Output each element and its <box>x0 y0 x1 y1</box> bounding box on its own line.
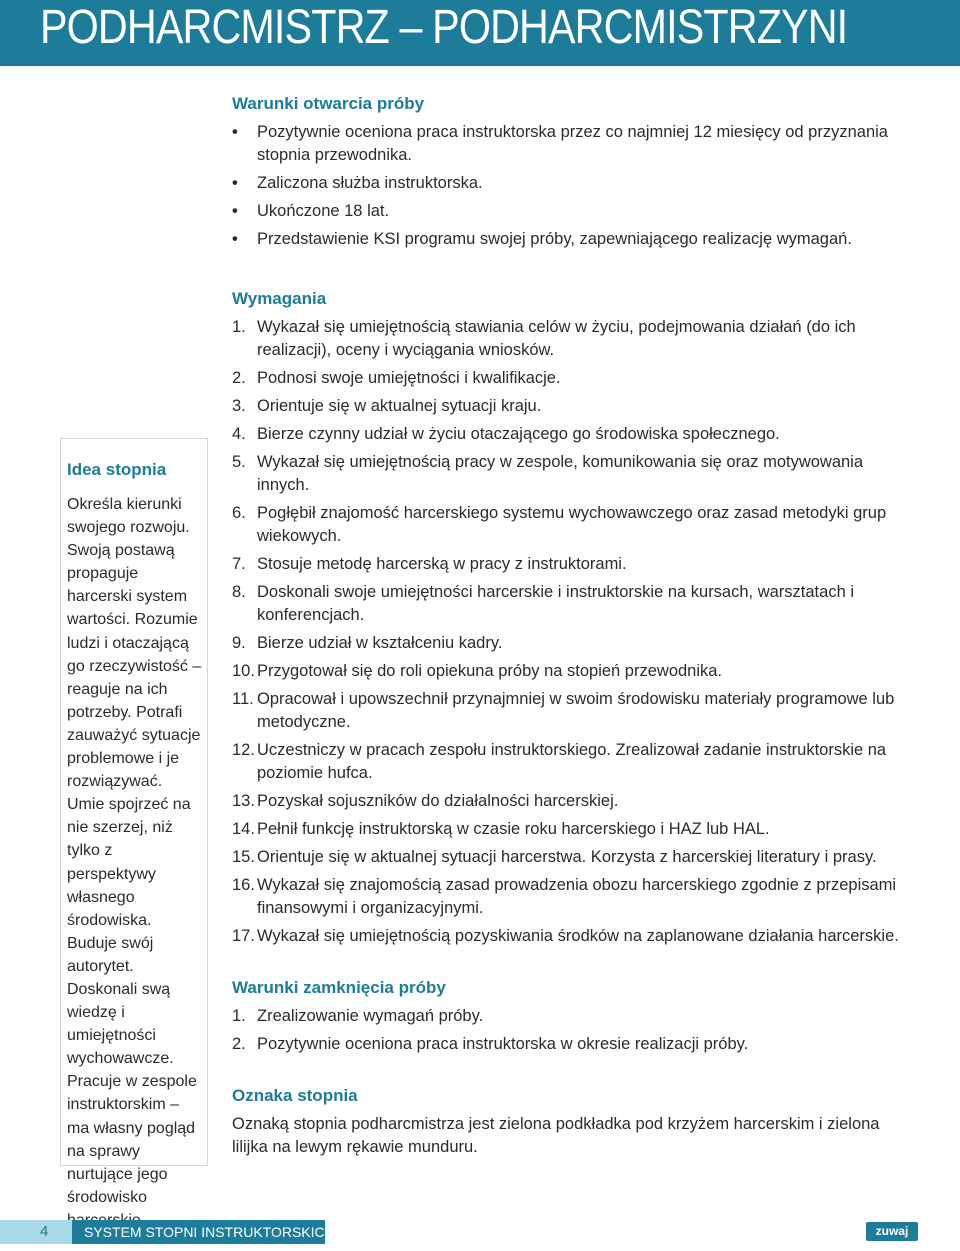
list-item <box>232 846 900 869</box>
badge-section <box>232 1084 900 1159</box>
bullet-icon: • <box>232 174 238 192</box>
list-item-number: 10. <box>232 662 255 680</box>
closing-conditions-list <box>232 1005 900 1056</box>
requirements-heading: Wymagania <box>232 289 327 308</box>
list-item-text: Przedstawienie KSI programu swojej próby, zapewniającego realizację wymagań. <box>257 230 852 248</box>
list-item <box>232 632 900 655</box>
list-item-text: Bierze udział w kształceniu kadry. <box>257 634 503 652</box>
list-item <box>232 316 900 362</box>
list-item-number: 1. <box>232 1007 246 1025</box>
list-item-text: Bierze czynny udział w życiu otaczającego go środowiska społecznego. <box>257 425 780 443</box>
idea-sidebox <box>60 438 208 1206</box>
badge-heading: Oznaka stopnia <box>232 1086 358 1105</box>
list-item <box>232 502 900 548</box>
list-item-text: Pozyskał sojuszników do działalności harcerskiej. <box>257 792 619 810</box>
list-item-text: Uczestniczy w pracach zespołu instruktorskiego. Zrealizował zadanie instruktorskie na poziomie hufca. <box>257 741 887 782</box>
list-item <box>232 660 900 683</box>
list-item-text: Wykazał się umiejętnością pracy w zespole, komunikowania się oraz motywowania innych. <box>257 453 864 494</box>
list-item-number: 17. <box>232 927 255 945</box>
list-item-number: 4. <box>232 425 246 443</box>
list-item-text: Opracował i upowszechnił przynajmniej w swoim środowisku materiały programowe lub metodyczne. <box>257 690 895 731</box>
list-item <box>232 790 900 813</box>
list-item <box>232 874 900 920</box>
list-item <box>232 121 900 167</box>
list-item <box>232 739 900 785</box>
list-item <box>232 818 900 841</box>
list-item-number: 9. <box>232 634 246 652</box>
footer-accent-bar <box>0 1220 40 1244</box>
list-item-number: 5. <box>232 453 246 471</box>
list-item <box>232 395 900 418</box>
list-item-text: Wykazał się znajomością zasad prowadzenia obozu harcerskiego zgodnie z przepisami finansowymi i organizacyjnymi. <box>257 876 897 917</box>
list-item-text: Przygotował się do roli opiekuna próby na stopień przewodnika. <box>257 662 723 680</box>
list-item-text: Doskonali swoje umiejętności harcerskie i instruktorskie na kursach, warsztatach i konferencjach. <box>257 583 854 624</box>
list-item <box>232 553 900 576</box>
list-item <box>232 367 900 390</box>
list-item <box>232 925 900 948</box>
list-item-text: Zaliczona służba instruktorska. <box>257 174 483 192</box>
list-item-number: 15. <box>232 848 255 866</box>
list-item-text: Pozytywnie oceniona praca instruktorska przez co najmniej 12 miesięcy od przyznania stopnia przewodnika. <box>257 123 888 164</box>
list-item-number: 7. <box>232 555 246 573</box>
list-item-number: 14. <box>232 820 255 838</box>
list-item-text: Wykazał się umiejętnością pozyskiwania środków na zaplanowane działania harcerskie. <box>257 927 899 945</box>
list-item-text: Zrealizowanie wymagań próby. <box>257 1007 484 1025</box>
list-item <box>232 451 900 497</box>
requirements-list <box>232 316 900 948</box>
closing-conditions-section <box>232 976 900 1056</box>
list-item-number: 3. <box>232 397 246 415</box>
list-item-number: 2. <box>232 369 246 387</box>
list-item-number: 12. <box>232 741 255 759</box>
list-item <box>232 200 900 223</box>
list-item-number: 8. <box>232 583 246 601</box>
list-item-number: 13. <box>232 792 255 810</box>
page-title: PODHARCMISTRZ – PODHARCMISTRZYNI <box>40 1 848 54</box>
list-item-number: 11. <box>232 690 254 708</box>
list-item-number: 6. <box>232 504 246 522</box>
list-item-text: Orientuje się w aktualnej sytuacji kraju. <box>257 397 542 415</box>
zuwaj-logo-icon: zuwaj <box>866 1222 918 1241</box>
list-item <box>232 688 900 734</box>
list-item-text: Stosuje metodę harcerską w pracy z instruktorami. <box>257 555 627 573</box>
list-item-text: Ukończone 18 lat. <box>257 202 390 220</box>
list-item-number: 1. <box>232 318 246 336</box>
list-item-text: Pełnił funkcję instruktorską w czasie roku harcerskiego i HAZ lub HAL. <box>257 820 770 838</box>
list-item <box>232 423 900 446</box>
list-item-number: 16. <box>232 876 255 894</box>
bullet-icon: • <box>232 123 238 141</box>
idea-text: Określa kierunki swojego rozwoju. Swoją postawą propaguje harcerski system wartości. Rozumie ludzi i otaczającą go rzeczywistość – reaguje na ich potrzeby. Potrafi zauważyć sytuacje problemowe i je rozwiązywać. Umie spojrzeć na nie szerzej, niż tylko z perspektywy własnego środowiska. Buduje swój autorytet. Doskonali swą wiedzę i umiejętności wychowawcze. Pracuje w zespole instruktorskim – ma własny pogląd na sprawy nurtujące jego środowisko <box>67 496 202 1206</box>
list-item <box>232 172 900 195</box>
list-item <box>232 1033 900 1056</box>
header-bar <box>0 0 960 66</box>
list-item-text: Orientuje się w aktualnej sytuacji harcerstwa. Korzysta z harcerskiej literatury i prasy. <box>257 848 877 866</box>
list-item-text: Podnosi swoje umiejętności i kwalifikacje. <box>257 369 561 387</box>
list-item <box>232 581 900 627</box>
list-item-text: Wykazał się umiejętnością stawiania celów w życiu, podejmowania działań (do ich realizacji), oceny i wyciągania wniosków. <box>257 318 856 359</box>
list-item-text: Pogłębił znajomość harcerskiego systemu wychowawczego oraz zasad metodyki grup wiekowych. <box>257 504 887 545</box>
list-item-text: Pozytywnie oceniona praca instruktorska w okresie realizacji próby. <box>257 1035 749 1053</box>
closing-conditions-heading: Warunki zamknięcia próby <box>232 978 446 997</box>
idea-heading: Idea stopnia <box>67 460 167 479</box>
list-item <box>232 228 900 251</box>
opening-conditions-section <box>232 92 900 251</box>
main-content <box>232 92 900 1187</box>
requirements-section <box>232 287 900 948</box>
bullet-icon: • <box>232 202 238 220</box>
list-item-number: 2. <box>232 1035 246 1053</box>
list-item <box>232 1005 900 1028</box>
footer-section-label: SYSTEM STOPNI INSTRUKTORSKICH <box>72 1220 325 1244</box>
bullet-icon: • <box>232 230 238 248</box>
badge-description: Oznaką stopnia podharcmistrza jest zielona podkładka pod krzyżem harcerskim i zielona lilijka na lewym rękawie munduru. <box>232 1115 880 1156</box>
opening-conditions-list <box>232 121 900 251</box>
opening-conditions-heading: Warunki otwarcia próby <box>232 94 425 113</box>
page-number: 4 <box>40 1220 72 1244</box>
